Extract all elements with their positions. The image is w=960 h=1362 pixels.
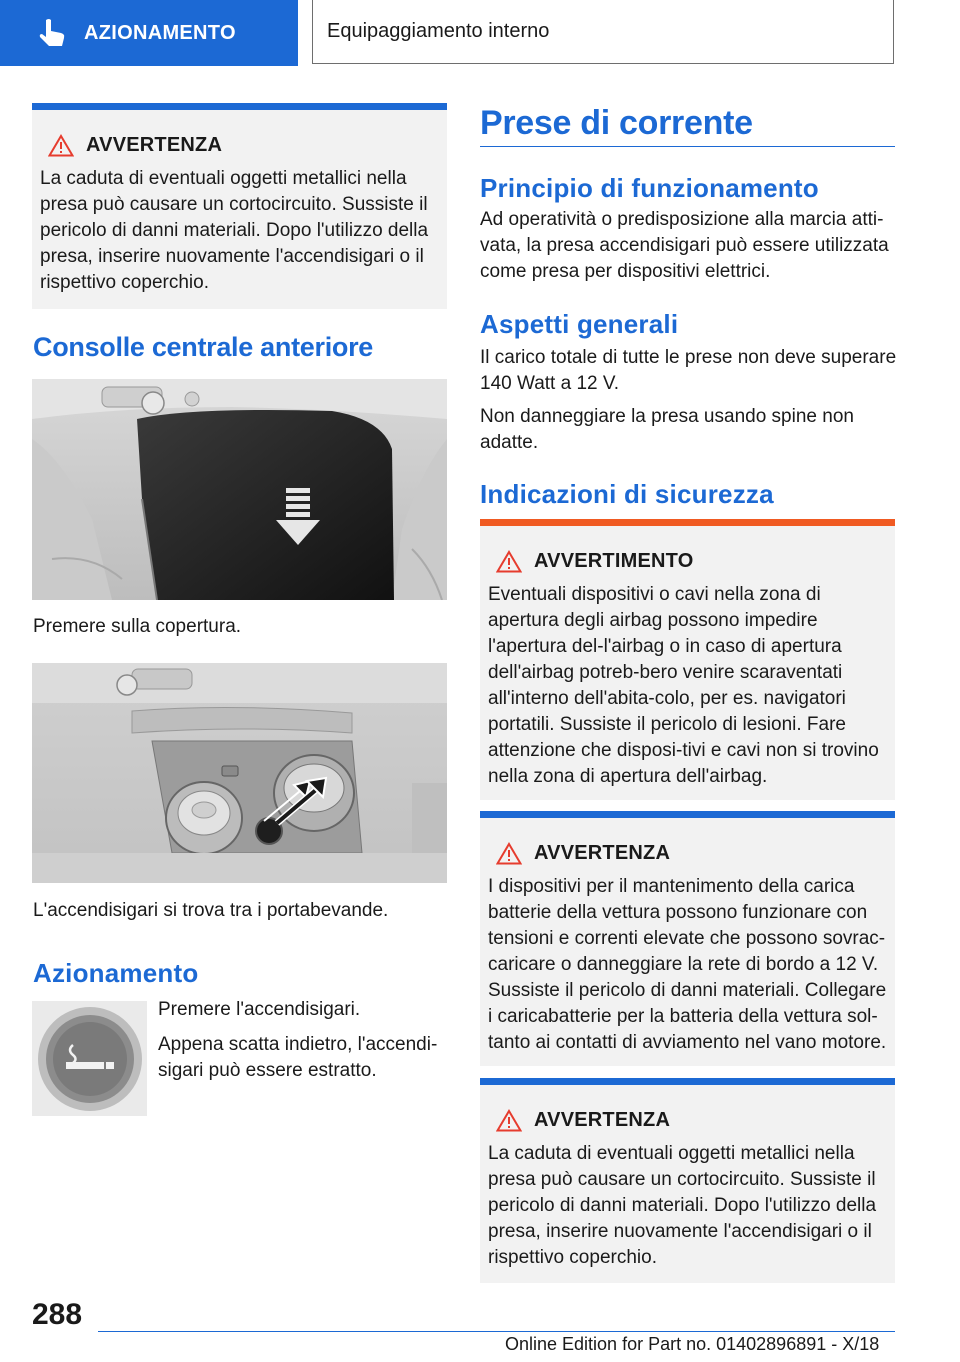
- section-label: Equipaggiamento interno: [327, 20, 550, 42]
- chapter-tab[interactable]: [0, 0, 298, 66]
- warning-box-charger: [480, 811, 895, 1066]
- hand-pointer-icon: [34, 16, 68, 50]
- warning-triangle-icon: [496, 550, 522, 573]
- caption-cover: Premere sulla copertura.: [33, 616, 242, 637]
- console-cover-photo: [32, 379, 447, 600]
- operation-heading: Azionamento: [33, 958, 199, 988]
- general-heading: Aspetti generali: [480, 309, 679, 339]
- warning-triangle-icon: [48, 134, 74, 157]
- warning-text: La caduta di eventuali oggetti metallici nella presa può causare un cortocircuito. Sussiste il pericolo di danni materiali. Dopo l'utilizzo della presa, inserire nuovamente l'accendisigari o il rispettivo coperchio.: [40, 168, 429, 293]
- warning-box-left: [32, 103, 447, 309]
- section-tab[interactable]: [312, 0, 894, 64]
- warning-title: AVVERTENZA: [40, 132, 439, 158]
- page-header: [0, 0, 960, 66]
- operation-step2: Appena scatta indietro, l'accendi-sigari può essere estratto.: [158, 1034, 438, 1081]
- general-text-1: Il carico totale di tutte le prese non deve superare 140 Watt a 12 V.: [480, 347, 897, 394]
- principle-text: Ad operatività o predisposizione alla marcia atti-vata, la presa accendisigari può essere utilizzata come presa per dispositivi elettrici.: [480, 209, 889, 282]
- general-text-2: Non danneggiare la presa usando spine non adatte.: [480, 406, 854, 453]
- principle-heading: Principio di funzionamento: [480, 173, 819, 203]
- warning-triangle-icon: [496, 1109, 522, 1132]
- alert-text: Eventuali dispositivi o cavi nella zona di apertura degli airbag possono impedire l'apertura del-l'airbag o in caso di apertura dell'airbag potreb-bero venire scaraventati all'interno dell'abita-colo, per es. navigatori portatili. Sussiste il pericolo di lesioni. Fare attenzione che disposi-tivi e cavi non si trovino nella zona di apertura dell'airbag.: [488, 584, 879, 787]
- warning-title: AVVERTENZA: [488, 1107, 887, 1133]
- operation-step1: Premere l'accendisigari.: [158, 999, 361, 1020]
- edition-info: Online Edition for Part no. 01402896891 - X/18: [505, 1334, 880, 1354]
- lighter-button-image: [32, 1001, 147, 1116]
- footer-rule: [98, 1331, 895, 1332]
- warning-title: AVVERTENZA: [488, 840, 887, 866]
- alert-box: [480, 519, 895, 800]
- alert-title: AVVERTIMENTO: [488, 548, 887, 574]
- console-heading: Consolle centrale anteriore: [33, 332, 374, 362]
- warning-box-metal: [480, 1078, 895, 1283]
- safety-heading: Indicazioni di sicurezza: [480, 479, 774, 509]
- caption-lighter-location: L'accendisigari si trova tra i portabevande.: [33, 900, 389, 921]
- chapter-label: AZIONAMENTO: [84, 21, 236, 44]
- page-number: 288: [32, 1298, 83, 1331]
- warning-triangle-icon: [496, 842, 522, 865]
- warning-text: I dispositivi per il mantenimento della carica batterie della vettura possono funzionare con tensioni e correnti elevate che possono sovrac-caricare o danneggiare la rete di bordo a 12 V. Sussiste il pericolo di danni materiali. Collegare i caricabatterie per la batteria della vettura sol-tanto ai contatti di avviamento nel vano motore.: [488, 876, 887, 1053]
- cupholder-lighter-photo: [32, 663, 447, 883]
- warning-text: La caduta di eventuali oggetti metallici nella presa può causare un cortocircuito. Sussiste il pericolo di danni materiali. Dopo l'utilizzo della presa, inserire nuovamente l'accendisigari o il rispettivo coperchio.: [488, 1143, 877, 1268]
- title-rule: [480, 146, 895, 147]
- page-title: Prese di corrente: [480, 104, 753, 142]
